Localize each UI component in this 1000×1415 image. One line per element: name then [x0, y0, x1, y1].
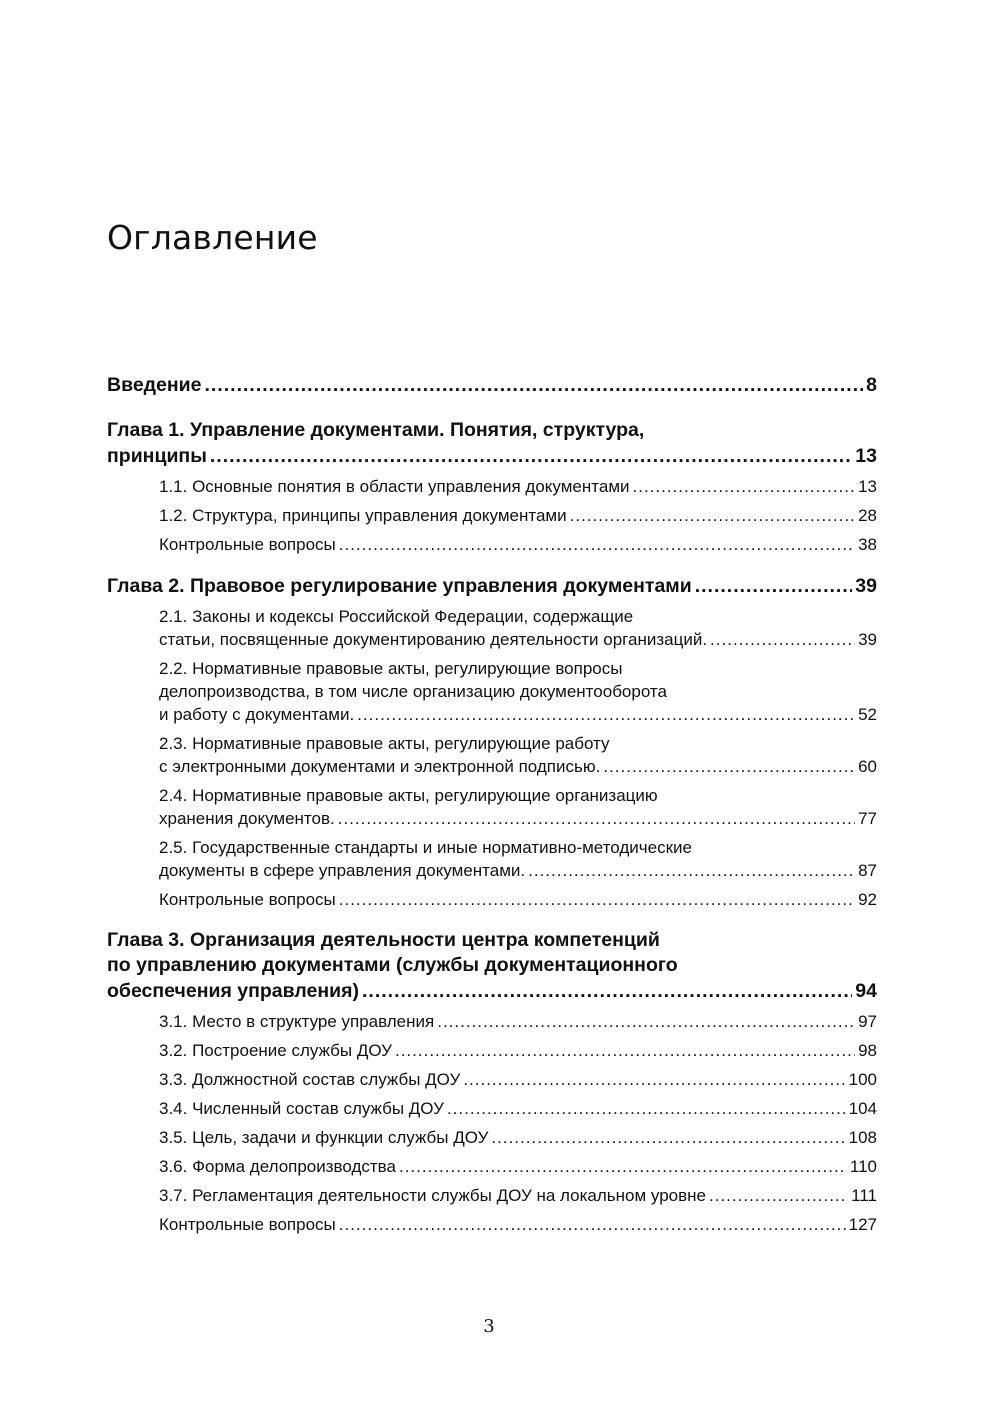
toc-section-title-line: делопроизводства, в том числе организацию документооборота [159, 682, 667, 701]
toc-chapter-3 [107, 928, 877, 1236]
toc-section-title-line: 3.4. Численный состав службы ДОУ [159, 1099, 444, 1118]
toc-section-page: 28 [858, 506, 877, 525]
dot-leader [437, 1010, 855, 1033]
toc-section[interactable] [159, 1039, 877, 1062]
toc-section-title-line: 2.1. Законы и кодексы Российской Федерации, содержащие [159, 607, 634, 626]
toc-chapter-page: 13 [855, 445, 877, 467]
toc-section-title-line: 3.7. Регламентация деятельности службы ДОУ на локальном уровне [159, 1186, 707, 1205]
toc-section-page: 98 [858, 1041, 877, 1060]
toc-intro-page: 8 [866, 374, 877, 396]
toc-chapter-title[interactable] [107, 573, 877, 599]
dot-leader [395, 1039, 855, 1062]
toc-section[interactable] [159, 1010, 877, 1033]
toc-section-page: 87 [858, 861, 877, 880]
table-of-contents [107, 372, 877, 1253]
toc-section-page: 60 [858, 757, 877, 776]
toc-section[interactable] [159, 533, 877, 556]
toc-section-page: 108 [848, 1128, 877, 1147]
toc-chapter-title[interactable] [107, 418, 877, 469]
toc-section-title-line: 2.2. Нормативные правовые акты, регулирующие вопросы [159, 659, 623, 678]
toc-section-title-line: 2.3. Нормативные правовые акты, регулирующие работу [159, 734, 610, 753]
dot-leader [528, 859, 855, 882]
dot-leader [633, 475, 856, 498]
toc-section[interactable] [159, 605, 877, 651]
dot-leader [357, 703, 855, 726]
toc-section-page: 110 [849, 1157, 877, 1176]
toc-section[interactable] [159, 888, 877, 911]
toc-chapter-title-line: Глава 2. Правовое регулирование управления документами [107, 575, 692, 597]
toc-sections [107, 475, 877, 556]
toc-section-title-line: и работу с документами. [159, 705, 355, 724]
toc-chapter-title-line: обеспечения управления) [107, 980, 359, 1002]
toc-section[interactable] [159, 732, 877, 778]
toc-section-title-line: документы в сфере управления документами. [159, 861, 526, 880]
toc-section[interactable] [159, 504, 877, 527]
toc-sections [107, 1010, 877, 1236]
dot-leader [695, 573, 853, 599]
toc-chapter-title-line: Глава 3. Организация деятельности центра компетенций [107, 929, 660, 951]
toc-section-page: 77 [858, 809, 877, 828]
toc-section[interactable] [159, 784, 877, 830]
toc-section[interactable] [159, 1184, 877, 1207]
toc-chapter-title-line: по управлению документами (службы документационного [107, 954, 678, 976]
toc-section-page: 39 [858, 630, 877, 649]
dot-leader [603, 755, 855, 778]
toc-section-title-line: 2.5. Государственные стандарты и иные нормативно-методические [159, 838, 692, 857]
page-title: Оглавление [107, 218, 318, 257]
dot-leader [709, 1184, 848, 1207]
dot-leader [399, 1155, 847, 1178]
toc-chapter-title-line: Глава 1. Управление документами. Понятия, структура, [107, 419, 645, 441]
toc-section-title-line: 3.5. Цель, задачи и функции службы ДОУ [159, 1128, 489, 1147]
toc-section-title-line: 3.2. Построение службы ДОУ [159, 1041, 392, 1060]
toc-section-page: 111 [851, 1186, 877, 1205]
toc-chapter-1 [107, 418, 877, 556]
dot-leader [447, 1097, 846, 1120]
dot-leader [339, 888, 855, 911]
toc-section-title-line: с электронными документами и электронной подписью. [159, 757, 601, 776]
toc-section-title-line: 3.6. Форма делопроизводства [159, 1157, 396, 1176]
dot-leader [710, 628, 855, 651]
dot-leader [463, 1068, 845, 1091]
toc-chapter-title[interactable] [107, 928, 877, 1004]
dot-leader [205, 372, 864, 398]
dot-leader [362, 978, 852, 1004]
toc-section[interactable] [159, 1126, 877, 1149]
toc-section-page: 38 [858, 535, 877, 554]
dot-leader [491, 1126, 845, 1149]
toc-section[interactable] [159, 836, 877, 882]
toc-section-title-line: 3.1. Место в структуре управления [159, 1012, 435, 1031]
toc-section-title-line: хранения документов. [159, 809, 335, 828]
toc-intro-label: Введение [107, 374, 202, 396]
toc-section-page: 97 [858, 1012, 877, 1031]
dot-leader [338, 807, 855, 830]
dot-leader [339, 1213, 846, 1236]
dot-leader [570, 504, 855, 527]
toc-section-title-line: 3.3. Должностной состав службы ДОУ [159, 1070, 461, 1089]
toc-chapter-title-line: принципы [107, 445, 207, 467]
toc-section-title-line: 2.4. Нормативные правовые акты, регулирующие организацию [159, 786, 658, 805]
toc-section-title-line: 1.1. Основные понятия в области управления документами [159, 477, 630, 496]
toc-section-page: 100 [848, 1070, 877, 1089]
toc-chapter-2 [107, 573, 877, 911]
toc-section-title-line: Контрольные вопросы [159, 535, 336, 554]
toc-section-title-line: статьи, посвященные документированию деятельности организаций. [159, 630, 708, 649]
toc-section-page: 13 [858, 477, 877, 496]
toc-section[interactable] [159, 1097, 877, 1120]
toc-section[interactable] [159, 1213, 877, 1236]
toc-chapter-page: 94 [855, 980, 877, 1002]
toc-intro[interactable] [107, 372, 877, 398]
toc-section-title-line: Контрольные вопросы [159, 1215, 336, 1234]
toc-section[interactable] [159, 657, 877, 726]
toc-section-page: 104 [848, 1099, 877, 1118]
page-number: 3 [483, 1316, 495, 1337]
dot-leader [339, 533, 855, 556]
toc-section-page: 52 [858, 705, 877, 724]
toc-section-page: 127 [848, 1215, 877, 1234]
toc-section[interactable] [159, 475, 877, 498]
dot-leader [210, 443, 852, 469]
toc-section[interactable] [159, 1068, 877, 1091]
toc-section-title-line: 1.2. Структура, принципы управления документами [159, 506, 567, 525]
toc-chapter-page: 39 [855, 575, 877, 597]
toc-section-page: 92 [858, 890, 877, 909]
toc-section-title-line: Контрольные вопросы [159, 890, 336, 909]
toc-section[interactable] [159, 1155, 877, 1178]
toc-sections [107, 605, 877, 911]
